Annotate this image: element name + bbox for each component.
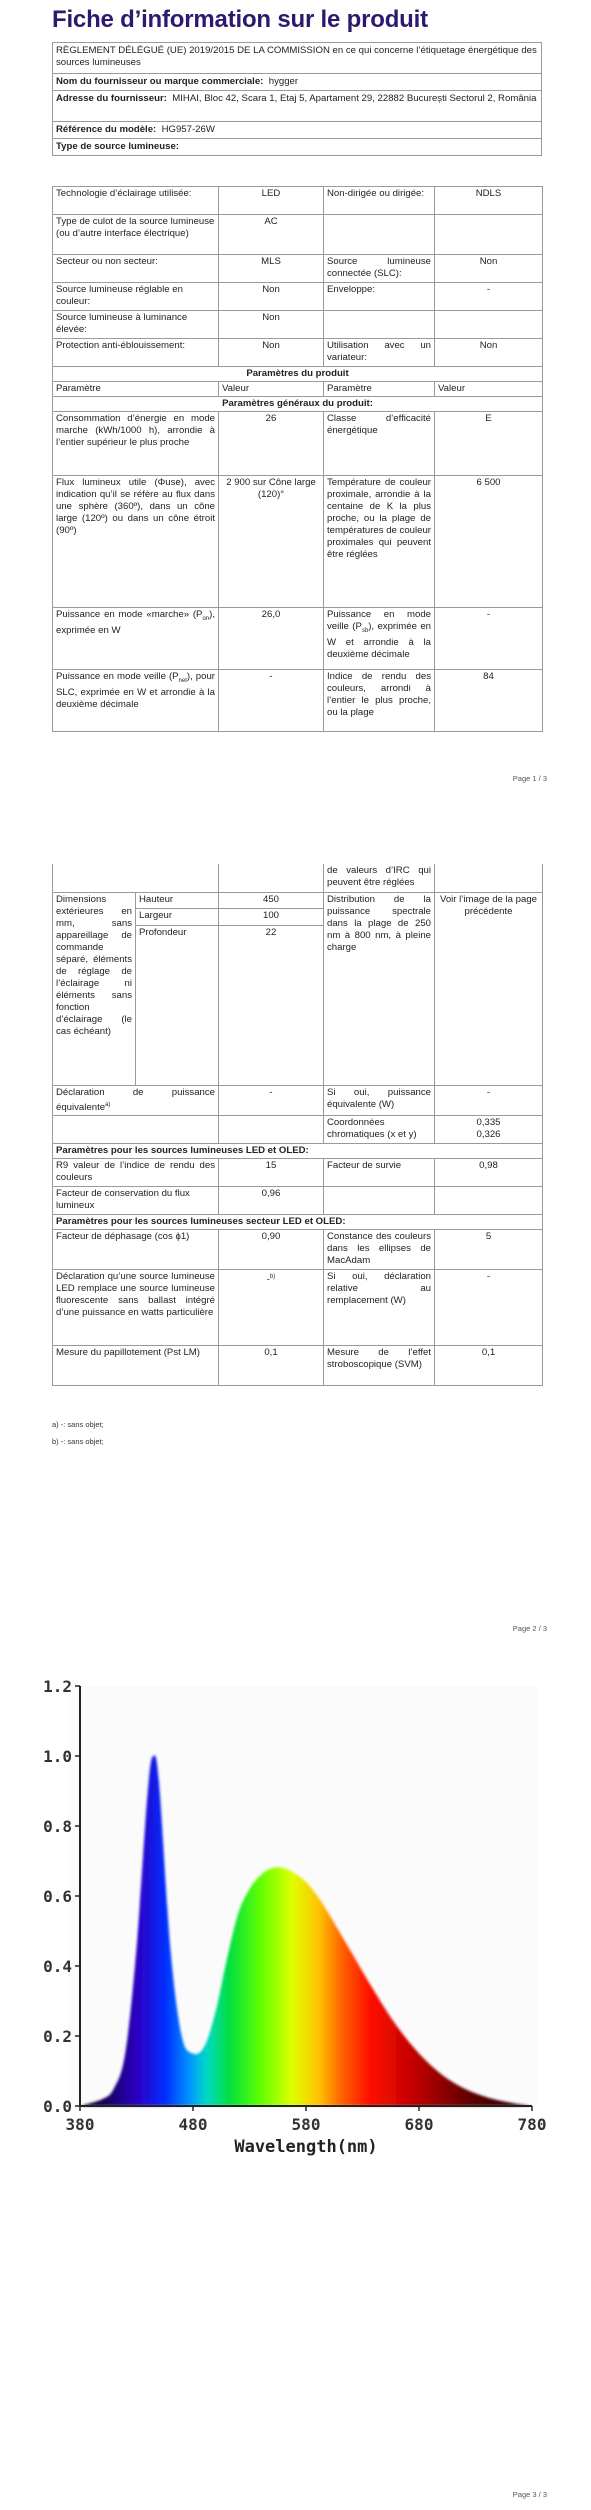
cell-label: Non-dirigée ou dirigée: [324, 187, 435, 215]
cell-label: Déclaration de puissance équivalente$^{a)}$ [53, 1085, 219, 1115]
cell-value: - [435, 1269, 543, 1345]
x-tick-label: 780 [517, 2115, 547, 2134]
y-tick-label: 0.2 [43, 2027, 72, 2046]
address-row [53, 91, 542, 122]
cell-label: Coordonnées chromatiques (x et y) [324, 1115, 435, 1143]
cell-value: 0,90 [219, 1229, 324, 1269]
column-header: Valeur [219, 382, 324, 397]
model-label: Référence du modèle: [56, 124, 157, 135]
cell-label: Flux lumineux utile (Φuse), avec indication qu’il se réfère au flux dans une sphère (360º), dans un cône large (120º) ou dans un cône étroit (90º) [53, 476, 219, 608]
document-title: Fiche d’information sur le produit [52, 6, 428, 33]
cell-label: Indice de rendu des couleurs, arrondi à l’entier le plus proche, ou la plage [324, 670, 435, 732]
cell-label: Utilisation avec un variateur: [324, 339, 435, 367]
y-tick-label: 0.0 [43, 2097, 72, 2116]
cell-empty [219, 1115, 324, 1143]
cell-label: Si oui, puissance équivalente (W) [324, 1085, 435, 1115]
column-header: Paramètre [324, 382, 435, 397]
cell-value: NDLS [435, 187, 543, 215]
column-header: Valeur [435, 382, 543, 397]
page-number: Page 3 / 3 [512, 2490, 547, 2499]
cell-label: Déclaration qu’une source lumineuse LED remplace une source lumineuse fluorescente sans ballast intégré d’une puissance en watts particulière [53, 1269, 219, 1345]
cell-value: - [435, 608, 543, 670]
y-tick-label: 1.2 [43, 1677, 72, 1696]
cell-label: Puissance en mode veille $(P_{sb})$, exprimée en W et arrondie à la deuxième décimale [324, 608, 435, 670]
cell-label: Type de culot de la source lumineuse (ou d’autre interface électrique) [53, 215, 219, 255]
cell-value: -$^{b)}$ [219, 1269, 324, 1345]
cell-value: 0,96 [219, 1186, 324, 1214]
cell-label: Facteur de conservation du flux lumineux [53, 1186, 219, 1214]
cell-empty [53, 864, 219, 892]
y-tick-label: 0.4 [43, 1957, 72, 1976]
cell-value: 15 [219, 1158, 324, 1186]
section-heading: Paramètres du produit [53, 367, 543, 382]
cell-label: Source lumineuse réglable en couleur: [53, 283, 219, 311]
cell-value: 26 [219, 412, 324, 476]
cell-label: Si oui, déclaration relative au remplacement (W) [324, 1269, 435, 1345]
regulation-text: RÈGLEMENT DÉLÉGUÉ (UE) 2019/2015 DE LA COMMISSION en ce qui concerne l’étiquetage énergétique des sources lumineuses [53, 43, 542, 74]
section-heading: Paramètres pour les sources lumineuses secteur LED et OLED: [53, 1214, 543, 1229]
cell-empty [53, 1115, 219, 1143]
cell-label: Source lumineuse connectée (SLC): [324, 255, 435, 283]
cell-value: 2 900 sur Cône large (120)° [219, 476, 324, 608]
cell-label: Protection anti-éblouissement: [53, 339, 219, 367]
cell-label: Puissance en mode «marche» $(P_{on})$, exprimée en W [53, 608, 219, 670]
chromaticity-value [435, 1115, 543, 1143]
x-tick-label: 680 [404, 2115, 434, 2134]
page-number: Page 1 / 3 [512, 774, 547, 783]
y-tick-label: 0.6 [43, 1887, 72, 1906]
cell-value: 0,1 [219, 1345, 324, 1385]
cell-value: 26,0 [219, 608, 324, 670]
footnote-b: b) -: sans objet; [52, 1437, 104, 1446]
x-tick-label: 580 [291, 2115, 321, 2134]
cell-label: de valeurs d’IRC qui peuvent être réglées [324, 864, 435, 892]
cell-value: Non [219, 283, 324, 311]
cell-value: 6 500 [435, 476, 543, 608]
equivalent-power-label: Déclaration de puissance équivalente [56, 1086, 215, 1113]
supplier-row [53, 74, 542, 91]
cell-label: Température de couleur proximale, arrondie à la centaine de K la plus proche, ou la plage de températures de couleur proximales qui peuvent être réglées [324, 476, 435, 608]
cell-label: Enveloppe: [324, 283, 435, 311]
cell-value: - [219, 670, 324, 732]
dimension-value: 450 [219, 892, 324, 909]
cell-label: Classe d’efficacité énergétique [324, 412, 435, 476]
footnote-a: a) -: sans objet; [52, 1420, 104, 1429]
x-tick-label: 380 [65, 2115, 95, 2134]
column-header: Paramètre [53, 382, 219, 397]
cell-value: 84 [435, 670, 543, 732]
cell-label: Mesure de l’effet stroboscopique (SVM) [324, 1345, 435, 1385]
spectral-label: Distribution de la puissance spectrale dans la plage de 250 nm à 800 nm, à pleine charge [324, 892, 435, 1085]
cell-empty [324, 215, 435, 255]
spectral-value: Voir l’image de la page précédente [435, 892, 543, 1085]
cell-value: 0,1 [435, 1345, 543, 1385]
cell-value: Non [219, 311, 324, 339]
cell-value: - [219, 1085, 324, 1115]
supplier-header-table [52, 42, 542, 156]
model-value: HG957-26W [161, 124, 215, 135]
cell-value: LED [219, 187, 324, 215]
led-replacement-value: - [266, 1273, 270, 1285]
dimension-name: Largeur [136, 909, 219, 926]
spectral-distribution-chart [40, 1677, 547, 2210]
page-2 [0, 800, 591, 1640]
page-1 [0, 0, 591, 800]
page-3 [0, 1640, 591, 2510]
cell-label: Puissance en mode veille $(P_{net})$, pour SLC, exprimée en W et arrondie à la deuxième décimale [53, 670, 219, 732]
cell-label: R9 valeur de l’indice de rendu des couleurs [53, 1158, 219, 1186]
source-properties-table [52, 186, 543, 732]
cell-value: - [435, 1085, 543, 1115]
address-value: MIHAI, Bloc 42, Scara 1, Etaj 5, Apartament 29, 22882 București Sectorul 2, România [172, 93, 537, 104]
cell-value: Non [435, 339, 543, 367]
cell-value: E [435, 412, 543, 476]
cell-empty [435, 311, 543, 339]
cell-value: Non [219, 339, 324, 367]
dimensions-label: Dimensions extérieures en mm, sans appareillage de commande séparé, éléments de réglage de l’éclairage ni éléments sans fonction d’éclairage (le cas échéant) [53, 892, 136, 1085]
x-tick-label: 480 [178, 2115, 208, 2134]
dimension-name: Hauteur [136, 892, 219, 909]
cell-label: Technologie d’éclairage utilisée: [53, 187, 219, 215]
section-heading: Paramètres pour les sources lumineuses LED et OLED: [53, 1143, 543, 1158]
model-row [53, 122, 542, 139]
cell-value: 0,98 [435, 1158, 543, 1186]
y-tick-label: 1.0 [43, 1747, 72, 1766]
cell-value: 5 [435, 1229, 543, 1269]
address-label: Adresse du fournisseur: [56, 93, 167, 104]
cell-empty [435, 1186, 543, 1214]
cell-label: Secteur ou non secteur: [53, 255, 219, 283]
cell-label: Facteur de survie [324, 1158, 435, 1186]
chromaticity-y: 0,326 [476, 1128, 501, 1140]
source-type-label: Type de source lumineuse: [53, 139, 542, 156]
page-number: Page 2 / 3 [512, 1624, 547, 1633]
cell-empty [324, 1186, 435, 1214]
dimension-name: Profondeur [136, 925, 219, 1085]
y-tick-label: 0.8 [43, 1817, 72, 1836]
product-parameters-continued-table [52, 864, 543, 1386]
cell-label: Constance des couleurs dans les ellipses de MacAdam [324, 1229, 435, 1269]
cell-label: Consommation d’énergie en mode marche (kWh/1000 h), arrondie à l’entier supérieur le plus proche [53, 412, 219, 476]
cell-value: AC [219, 215, 324, 255]
cell-empty [324, 311, 435, 339]
cell-empty [435, 215, 543, 255]
cell-label: Facteur de déphasage (cos ϕ1) [53, 1229, 219, 1269]
supplier-label: Nom du fournisseur ou marque commerciale: [56, 76, 264, 87]
cell-value: - [435, 283, 543, 311]
cell-empty [435, 864, 543, 892]
cell-value: Non [435, 255, 543, 283]
cell-label: Mesure du papillotement (Pst LM) [53, 1345, 219, 1385]
cell-label: Source lumineuse à luminance élevée: [53, 311, 219, 339]
section-heading: Paramètres généraux du produit: [53, 397, 543, 412]
cell-value: MLS [219, 255, 324, 283]
x-axis-title: Wavelength(nm) [234, 2137, 378, 2157]
chromaticity-x: 0,335 [476, 1116, 501, 1128]
supplier-value: hygger [268, 76, 299, 87]
dimension-value: 22 [219, 925, 324, 1085]
dimension-value: 100 [219, 909, 324, 926]
cell-empty [219, 864, 324, 892]
